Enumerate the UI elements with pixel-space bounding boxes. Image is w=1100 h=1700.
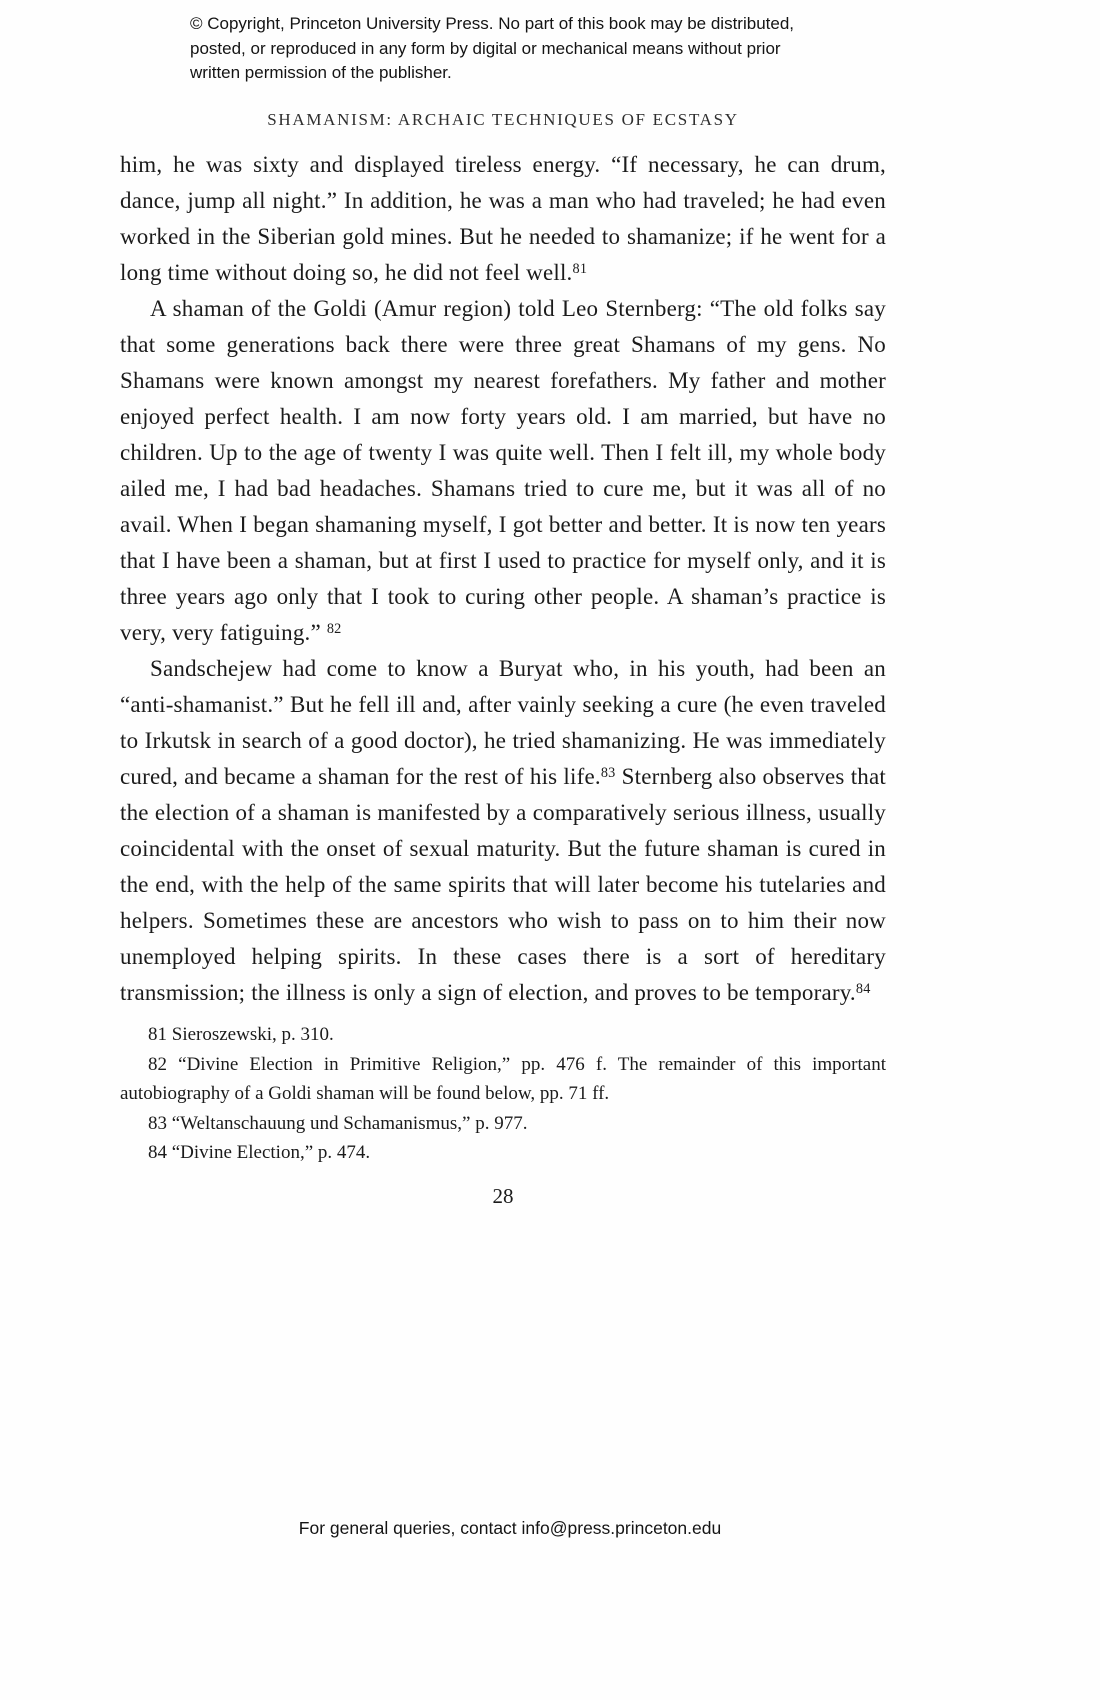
paragraph-text: Sternberg also observes that the election of a shaman is manifested by a comparatively serious illness, usually coincidental with the onset of sexual maturity. But the future shaman is cured in the end, with the help of the same spirits that will later become his tutelaries and helpers. Sometimes these are ancestors who wish to pass on to him their now unemployed helping spirits. In these cases there is a sort of hereditary transmission; the illness is only a sign of election, and proves to be temporary. <box>120 764 886 1005</box>
footnote: 84 “Divine Election,” p. 474. <box>148 1142 371 1163</box>
footnote: 81 Sieroszewski, p. 310. <box>148 1024 334 1045</box>
paragraph <box>120 651 886 1011</box>
paragraph <box>120 291 886 651</box>
footnote: 82 “Divine Election in Primitive Religion,” pp. 476 f. The remainder of this important autobiography of a Goldi shaman will be found below, pp. 71 ff. <box>120 1053 886 1104</box>
copyright-notice: © Copyright, Princeton University Press. No part of this book may be distributed, posted, or reproduced in any form by digital or mechanical means without prior written permission of the publisher. <box>190 14 795 82</box>
footer-contact: For general queries, contact info@press.princeton.edu <box>298 1518 722 1538</box>
page-number: 28 <box>492 1183 514 1208</box>
footnote-reference: 83 <box>600 764 616 781</box>
footnote-reference: 82 <box>326 620 342 637</box>
running-head: SHAMANISM: ARCHAIC TECHNIQUES OF ECSTASY <box>267 110 739 129</box>
footnote-reference: 81 <box>572 260 588 277</box>
paragraph-text: him, he was sixty and displayed tireless energy. “If necessary, he can drum, dance, jump all night.” In addition, he was a man who had traveled; he had even worked in the Siberian gold mines. But he needed to shamanize; if he went for a long time without doing so, he did not feel well. <box>120 152 886 285</box>
footnote: 83 “Weltanschauung und Schamanismus,” p. 977. <box>148 1112 528 1134</box>
paragraph <box>120 147 886 291</box>
paragraph-text: Sandschejew had come to know a Buryat who, in his youth, had been an “anti-shamanist.” But he fell ill and, after vainly seeking a cure (he even traveled to Irkutsk in search of a good doctor), he tried shamanizing. He was immediately cured, and became a shaman for the rest of his life. <box>120 656 886 789</box>
text-column <box>120 147 886 1209</box>
footnote-reference: 84 <box>855 980 871 997</box>
footnotes <box>120 1020 886 1168</box>
body-text <box>120 147 886 1011</box>
paragraph-text: A shaman of the Goldi (Amur region) told Leo Sternberg: “The old folks say that some generations back there were three great Shamans of my gens. No Shamans were known amongst my nearest forefathers. My father and mother enjoyed perfect health. I am now forty years old. I am married, but have no children. Up to the age of twenty I was quite well. Then I felt ill, my whole body ailed me, I had bad headaches. Shamans tried to cure me, but it was all of no avail. When I began shamaning myself, I got better and better. It is now ten years that I have been a shaman, but at first I used to practice for myself only, and it is three years ago only that I took to curing other people. A shaman’s practice is very, very fatiguing.” <box>120 296 886 645</box>
